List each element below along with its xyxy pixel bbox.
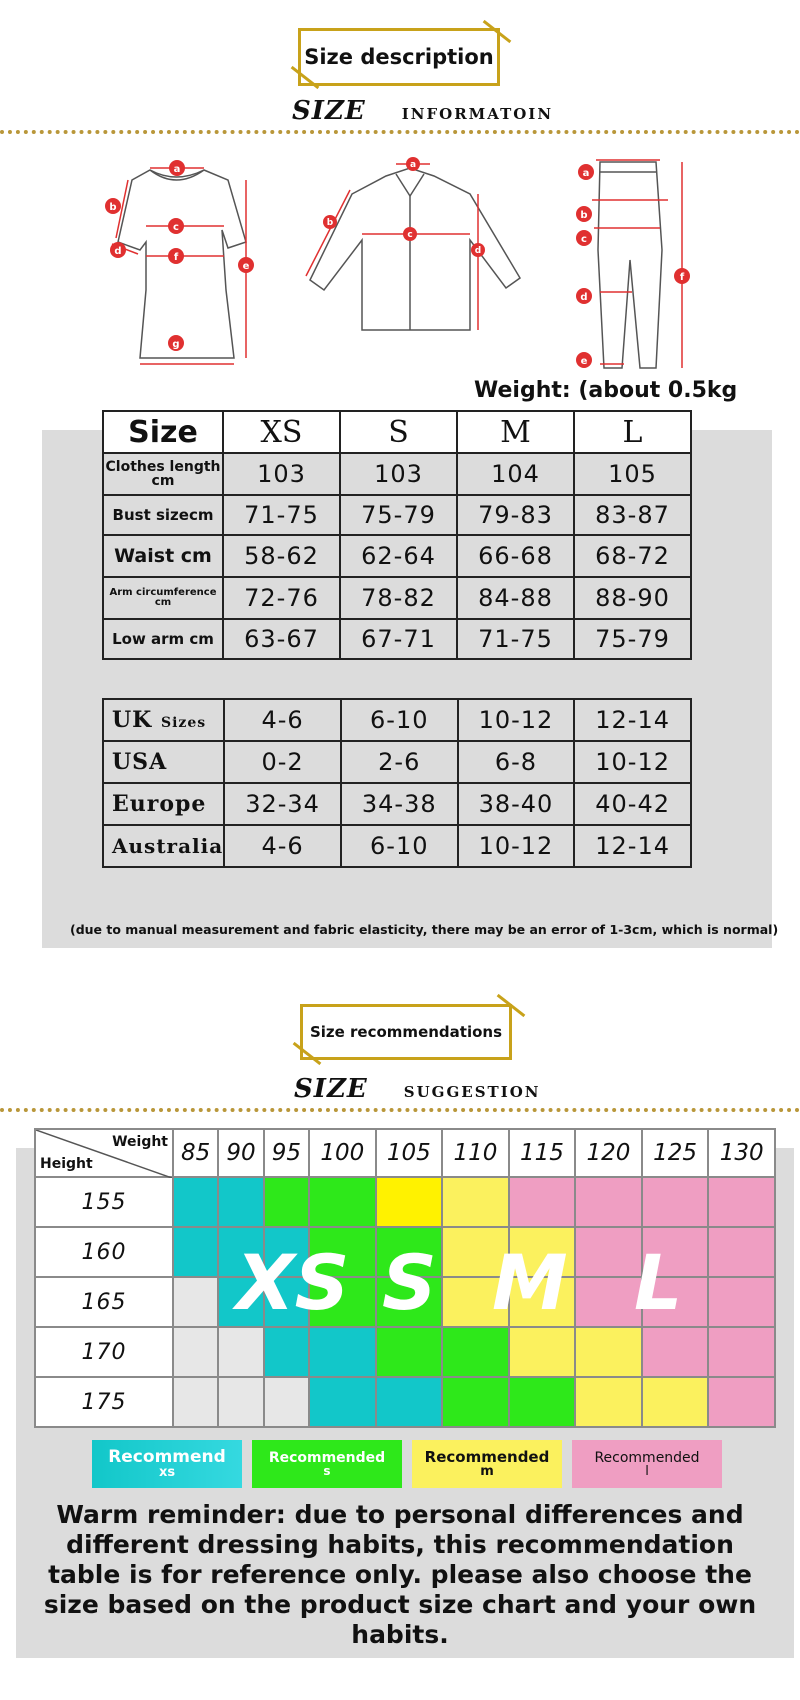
row-label-bust: Bust sizecm: [103, 495, 223, 535]
title-size: SIZE: [292, 96, 366, 126]
overlay-xs: XS: [236, 1238, 350, 1327]
garment-diagrams: [0, 150, 800, 375]
grid-cell: [173, 1277, 218, 1327]
cell: 34-38: [341, 783, 458, 825]
grid-cell: [309, 1377, 376, 1427]
size-description-label: Size description: [304, 45, 494, 69]
table-row: [103, 741, 691, 783]
grid-cell: [509, 1177, 576, 1227]
grid-cell: [264, 1177, 309, 1227]
height-165: 165: [35, 1277, 173, 1327]
weight-130: 130: [708, 1129, 775, 1177]
legend-xs-line1: Recommend: [108, 1447, 226, 1467]
weight-90: 90: [218, 1129, 263, 1177]
legend-m-line1: Recommended: [424, 1448, 550, 1466]
region-uk-text: UK: [112, 707, 153, 733]
grid-cell: [708, 1227, 775, 1277]
grid-cell: [442, 1327, 509, 1377]
cell: 2-6: [341, 741, 458, 783]
table-row: [103, 619, 691, 659]
grid-cell: [575, 1227, 642, 1277]
row-label-clothes-length: Clothes length cm: [103, 453, 223, 495]
weight-105: 105: [376, 1129, 443, 1177]
height-160: 160: [35, 1227, 173, 1277]
cell: 10-12: [458, 699, 575, 741]
svg-text:d: d: [580, 292, 588, 303]
table-row: [103, 577, 691, 619]
svg-text:a: a: [582, 168, 590, 179]
svg-text:g: g: [172, 339, 180, 350]
cell: 104: [457, 453, 574, 495]
svg-text:d: d: [114, 246, 122, 257]
cell: 103: [223, 453, 340, 495]
cell: 6-10: [341, 699, 458, 741]
cell: 71-75: [223, 495, 340, 535]
grid-cell: [173, 1327, 218, 1377]
legend-m-line2: m: [480, 1464, 494, 1479]
cell: 68-72: [574, 535, 691, 577]
overlay-s: S: [382, 1238, 437, 1327]
table-row: [103, 495, 691, 535]
cell: 12-14: [574, 699, 691, 741]
size-col-xs: XS: [223, 411, 340, 453]
cell: 62-64: [340, 535, 457, 577]
cell: 10-12: [458, 825, 575, 867]
region-uk-suffix: Sizes: [160, 715, 207, 731]
height-170: 170: [35, 1327, 173, 1377]
grid-cell: [642, 1377, 709, 1427]
table-row: [103, 825, 691, 867]
cell: 4-6: [224, 825, 341, 867]
size-col-m: M: [457, 411, 574, 453]
size-recommendations-label: Size recommendations: [309, 1023, 503, 1041]
size-suggestion-title: [294, 1074, 541, 1104]
grid-cell: [376, 1177, 443, 1227]
cell: 6-10: [341, 825, 458, 867]
svg-text:a: a: [173, 164, 181, 175]
height-175: 175: [35, 1377, 173, 1427]
grid-cell: [376, 1377, 443, 1427]
grid-cell: [309, 1177, 376, 1227]
measurement-note: (due to manual measurement and fabric elasticity, there may be an error of 1-3cm, which is normal): [70, 922, 779, 937]
grid-cell: [642, 1327, 709, 1377]
svg-text:f: f: [679, 272, 685, 283]
grid-cell: [509, 1377, 576, 1427]
cell: 79-83: [457, 495, 574, 535]
svg-text:b: b: [580, 210, 588, 221]
title-suggestion: SUGGESTION: [403, 1083, 541, 1101]
cell: 88-90: [574, 577, 691, 619]
table-row: [103, 535, 691, 577]
overlay-l: L: [634, 1238, 683, 1327]
warm-reminder: Warm reminder: due to personal differences and different dressing habits, this recommendation table is for reference only. please also choose the size based on the product size chart and your own habits.: [43, 1500, 757, 1649]
corner-height-label: Height: [40, 1156, 93, 1172]
grid-corner: [35, 1129, 173, 1177]
grid-row: [35, 1177, 775, 1227]
legend-s-line1: Recommended: [268, 1450, 386, 1466]
size-description-tag: [298, 28, 500, 86]
height-155: 155: [35, 1177, 173, 1227]
dotted-divider: [0, 130, 800, 134]
legend-l-line2: l: [645, 1463, 649, 1479]
grid-cell: [708, 1327, 775, 1377]
cell: 40-42: [574, 783, 691, 825]
grid-cell: [442, 1377, 509, 1427]
cell: 66-68: [457, 535, 574, 577]
grid-cell: [173, 1177, 218, 1227]
grid-cell: [575, 1327, 642, 1377]
size-information-title: [292, 96, 553, 126]
row-label-low-arm: Low arm cm: [103, 619, 223, 659]
size-measurement-table: [102, 410, 692, 660]
grid-cell: [575, 1377, 642, 1427]
weight-85: 85: [173, 1129, 218, 1177]
grid-row: [35, 1327, 775, 1377]
cell: 4-6: [224, 699, 341, 741]
svg-text:e: e: [242, 261, 250, 272]
grid-cell: [173, 1377, 218, 1427]
weight-115: 115: [509, 1129, 576, 1177]
grid-cell: [218, 1177, 263, 1227]
grid-cell: [642, 1177, 709, 1227]
cell: 67-71: [340, 619, 457, 659]
dress-diagram: [118, 170, 246, 358]
grid-cell: [708, 1277, 775, 1327]
dotted-divider: [0, 1108, 800, 1112]
cell: 103: [340, 453, 457, 495]
legend-m: [412, 1440, 562, 1488]
legend-l: [572, 1440, 722, 1488]
region-label-uk: [103, 699, 224, 741]
grid-cell: [173, 1227, 218, 1277]
title-information: INFORMATOIN: [401, 105, 554, 123]
svg-text:b: b: [326, 218, 334, 228]
size-col-s: S: [340, 411, 457, 453]
cell: 75-79: [340, 495, 457, 535]
table-row: [103, 783, 691, 825]
legend-xs: [92, 1440, 242, 1488]
cell: 75-79: [574, 619, 691, 659]
grid-cell: [708, 1177, 775, 1227]
weight-95: 95: [264, 1129, 309, 1177]
cell: 63-67: [223, 619, 340, 659]
region-size-table: [102, 698, 692, 868]
grid-cell: [218, 1377, 263, 1427]
svg-text:c: c: [407, 230, 413, 240]
grid-cell: [264, 1377, 309, 1427]
cell: 6-8: [458, 741, 575, 783]
svg-text:a: a: [409, 160, 417, 170]
weight-110: 110: [442, 1129, 509, 1177]
corner-weight-label: Weight: [112, 1134, 168, 1150]
region-label-australia: Australia: [103, 825, 224, 867]
cell: 32-34: [224, 783, 341, 825]
row-label-waist: Waist cm: [103, 535, 223, 577]
cell: 72-76: [223, 577, 340, 619]
grid-cell: [264, 1327, 309, 1377]
grid-cell: [218, 1327, 263, 1377]
cell: 105: [574, 453, 691, 495]
grid-cell: [575, 1177, 642, 1227]
cell: 12-14: [574, 825, 691, 867]
grid-row: [35, 1377, 775, 1427]
svg-text:e: e: [580, 356, 588, 367]
title-size-2: SIZE: [294, 1074, 368, 1104]
cell: 38-40: [458, 783, 575, 825]
legend-s-line2: s: [323, 1464, 331, 1478]
pants-diagram: [598, 162, 662, 368]
svg-text:c: c: [173, 222, 179, 233]
legend-l-line1: Recommended: [594, 1449, 700, 1466]
weight-100: 100: [309, 1129, 376, 1177]
cell: 78-82: [340, 577, 457, 619]
shirt-diagram: [310, 168, 520, 330]
svg-text:c: c: [581, 234, 587, 245]
grid-cell: [509, 1327, 576, 1377]
grid-cell: [708, 1377, 775, 1427]
cell: 10-12: [574, 741, 691, 783]
row-label-arm-circumference: Arm circumference cm: [103, 577, 223, 619]
size-header: Size: [103, 411, 223, 453]
grid-cell: [442, 1177, 509, 1227]
svg-text:b: b: [109, 202, 117, 213]
legend-s: [252, 1440, 402, 1488]
overlay-m: M: [492, 1238, 568, 1327]
size-col-l: L: [574, 411, 691, 453]
table-row: [103, 453, 691, 495]
region-label-usa: USA: [103, 741, 224, 783]
legend-xs-line2: xs: [158, 1465, 176, 1480]
weight-125: 125: [642, 1129, 709, 1177]
grid-cell: [376, 1327, 443, 1377]
svg-text:f: f: [173, 252, 179, 263]
cell: 83-87: [574, 495, 691, 535]
cell: 58-62: [223, 535, 340, 577]
region-label-europe: Europe: [103, 783, 224, 825]
cell: 71-75: [457, 619, 574, 659]
table-row: [103, 699, 691, 741]
grid-cell: [575, 1277, 642, 1327]
size-recommendations-tag: [300, 1004, 512, 1060]
svg-text:d: d: [474, 246, 482, 256]
cell: 84-88: [457, 577, 574, 619]
cell: 0-2: [224, 741, 341, 783]
weight-note: Weight: (about 0.5kg: [474, 378, 738, 403]
grid-cell: [309, 1327, 376, 1377]
weight-120: 120: [575, 1129, 642, 1177]
